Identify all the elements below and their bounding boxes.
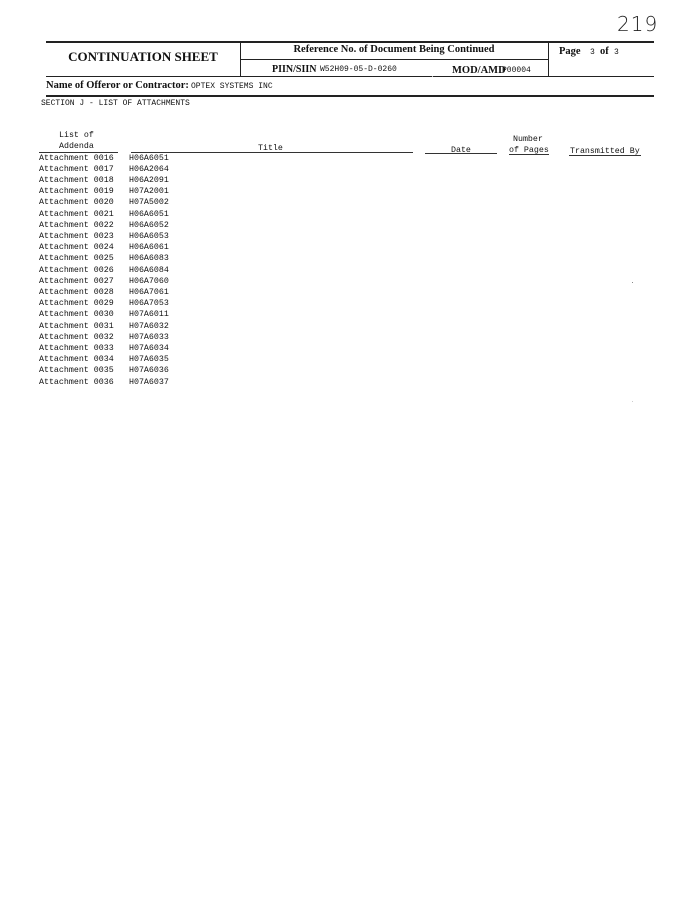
header-bottom-rule [46,76,654,77]
attachment-title: H06A7061 [129,288,169,297]
attachment-title: H06A6084 [129,266,169,275]
mod-label: MOD/AMD [452,65,506,76]
header-pages-underline [509,154,549,155]
offeror-value: OPTEX SYSTEMS INC [191,82,273,91]
attachment-title: H06A6083 [129,254,169,263]
attachment-label: Attachment 0024 [39,243,114,252]
attachment-title: H06A6061 [129,243,169,252]
handwritten-page-mark: 219 [617,12,659,36]
header-addenda-line1: List of [59,131,94,140]
scan-speck [632,282,633,283]
attachment-label: Attachment 0016 [39,154,114,163]
header-divider-right [548,41,549,76]
attachment-title: H06A7053 [129,299,169,308]
attachment-label: Attachment 0029 [39,299,114,308]
attachment-title: H07A6011 [129,310,169,319]
offeror-label: Name of Offeror or Contractor: [46,80,189,91]
section-title: SECTION J - LIST OF ATTACHMENTS [41,99,190,108]
attachment-title: H07A6037 [129,378,169,387]
header-addenda-line2: Addenda [59,142,94,151]
attachment-title: H07A6036 [129,366,169,375]
attachment-title: H07A5002 [129,198,169,207]
attachment-label: Attachment 0033 [39,344,114,353]
attachment-title: H07A6032 [129,322,169,331]
page-label: Page [559,46,581,57]
attachment-title: H06A2091 [129,176,169,185]
header-transmitted-underline [569,155,641,156]
attachment-title: H07A6033 [129,333,169,342]
header-addenda-underline [39,152,118,153]
attachment-title: H07A6035 [129,355,169,364]
attachment-title: H06A6051 [129,154,169,163]
attachment-label: Attachment 0035 [39,366,114,375]
attachment-title: H07A2001 [129,187,169,196]
attachment-label: Attachment 0027 [39,277,114,286]
attachment-label: Attachment 0020 [39,198,114,207]
attachment-label: Attachment 0025 [39,254,114,263]
header-top-rule [46,41,654,43]
attachment-label: Attachment 0030 [39,310,114,319]
attachment-label: Attachment 0017 [39,165,114,174]
attachment-label: Attachment 0026 [39,266,114,275]
attachment-label: Attachment 0028 [39,288,114,297]
header-transmitted-by: Transmitted By [570,147,640,156]
header-date-underline [425,153,497,154]
attachment-label: Attachment 0022 [39,221,114,230]
attachment-label: Attachment 0023 [39,232,114,241]
header-pages-line2: of Pages [509,146,549,155]
scan-speck [632,401,633,402]
attachment-label: Attachment 0021 [39,210,114,219]
header-title-underline [131,152,413,153]
attachment-title: H06A7060 [129,277,169,286]
header-date: Date [451,146,471,155]
attachment-label: Attachment 0018 [39,176,114,185]
piin-label: PIIN/SIIN [272,64,317,75]
attachment-title: H07A6034 [129,344,169,353]
attachment-title: H06A6051 [129,210,169,219]
piin-value: W52H09-05-D-0260 [320,65,397,74]
attachment-label: Attachment 0031 [39,322,114,331]
attachment-label: Attachment 0034 [39,355,114,364]
page-total: 3 [614,48,619,57]
page-number: 3 [590,48,595,57]
attachment-title: H06A6053 [129,232,169,241]
attachment-title: H06A6052 [129,221,169,230]
page-of-label: of [600,46,609,57]
header-mid-rule [240,59,548,60]
header-pages-line1: Number [513,135,543,144]
offeror-rule [46,95,654,97]
attachment-label: Attachment 0032 [39,333,114,342]
attachment-label: Attachment 0036 [39,378,114,387]
attachment-label: Attachment 0019 [39,187,114,196]
header-title: Title [258,144,283,153]
reference-title: Reference No. of Document Being Continued [293,44,495,55]
scan-speck [432,76,433,77]
attachment-title: H06A2064 [129,165,169,174]
mod-value: P00004 [502,66,531,75]
form-title: CONTINUATION SHEET [68,49,218,64]
